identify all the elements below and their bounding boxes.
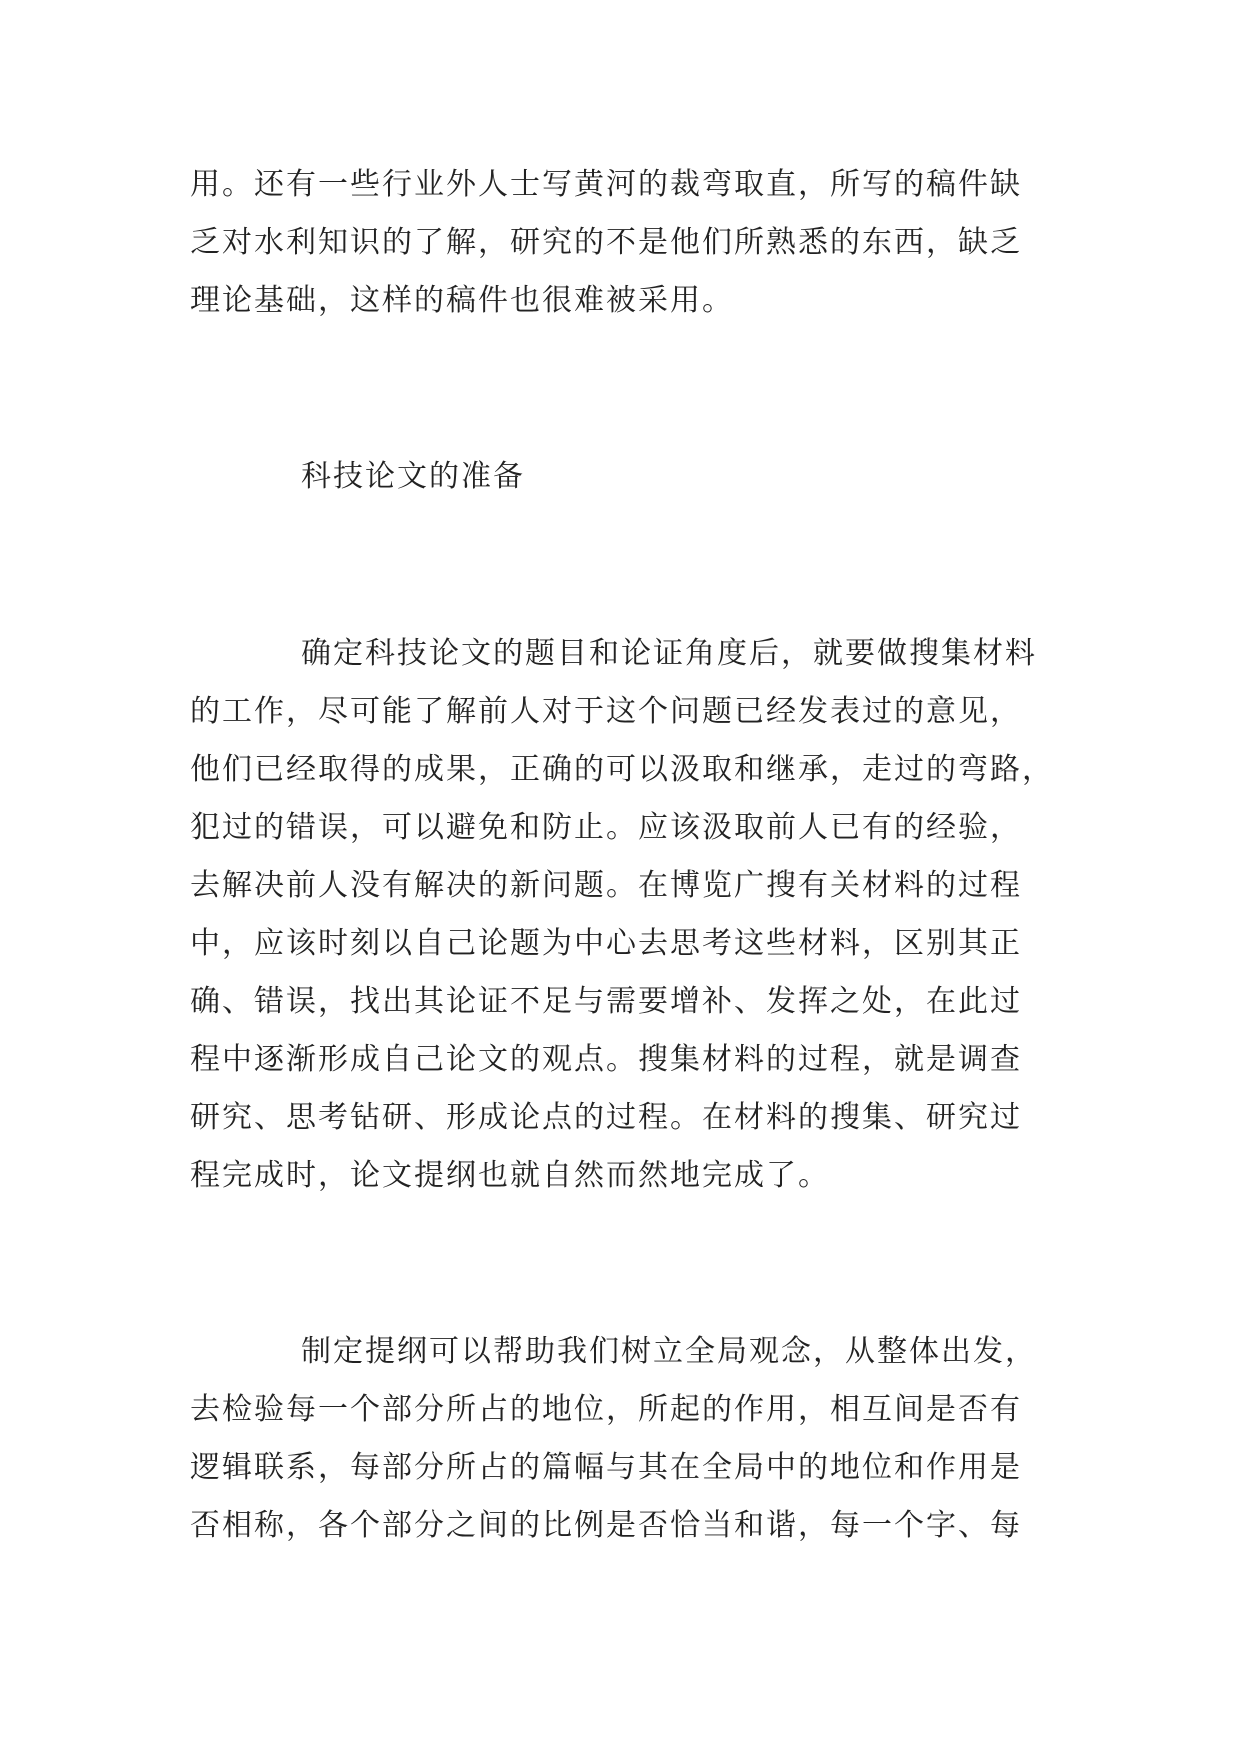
paragraph-line: 中，应该时刻以自己论题为中心去思考这些材料，区别其正: [190, 926, 1022, 961]
paragraph-line: 确、错误，找出其论证不足与需要增补、发挥之处，在此过: [190, 984, 1022, 1019]
paragraph-line: 他们已经取得的成果，正确的可以汲取和继承，走过的弯路，: [190, 752, 1054, 787]
paragraph-line: 用。还有一些行业外人士写黄河的裁弯取直，所写的稿件缺: [190, 167, 1022, 202]
paragraph-line: 逻辑联系，每部分所占的篇幅与其在全局中的地位和作用是: [190, 1450, 1022, 1485]
paragraph-line: 乏对水利知识的了解，研究的不是他们所熟悉的东西，缺乏: [190, 225, 1022, 260]
paragraph-line: 程中逐渐形成自己论文的观点。搜集材料的过程，就是调查: [190, 1042, 1022, 1077]
paragraph-line: 去解决前人没有解决的新问题。在博览广搜有关材料的过程: [190, 868, 1022, 903]
section-heading: 科技论文的准备: [301, 459, 525, 494]
paragraph-line: 去检验每一个部分所占的地位，所起的作用，相互间是否有: [190, 1392, 1022, 1427]
paragraph-line: 研究、思考钻研、形成论点的过程。在材料的搜集、研究过: [190, 1100, 1022, 1135]
paragraph-line: 确定科技论文的题目和论证角度后，就要做搜集材料: [301, 636, 1037, 671]
paragraph-line: 程完成时，论文提纲也就自然而然地完成了。: [190, 1158, 830, 1193]
paragraph-line: 的工作，尽可能了解前人对于这个问题已经发表过的意见，: [190, 694, 1022, 729]
paragraph-line: 犯过的错误，可以避免和防止。应该汲取前人已有的经验，: [190, 810, 1022, 845]
paragraph-line: 理论基础，这样的稿件也很难被采用。: [190, 283, 734, 318]
paragraph-line: 制定提纲可以帮助我们树立全局观念，从整体出发，: [301, 1334, 1037, 1369]
paragraph-line: 否相称，各个部分之间的比例是否恰当和谐，每一个字、每: [190, 1508, 1022, 1543]
